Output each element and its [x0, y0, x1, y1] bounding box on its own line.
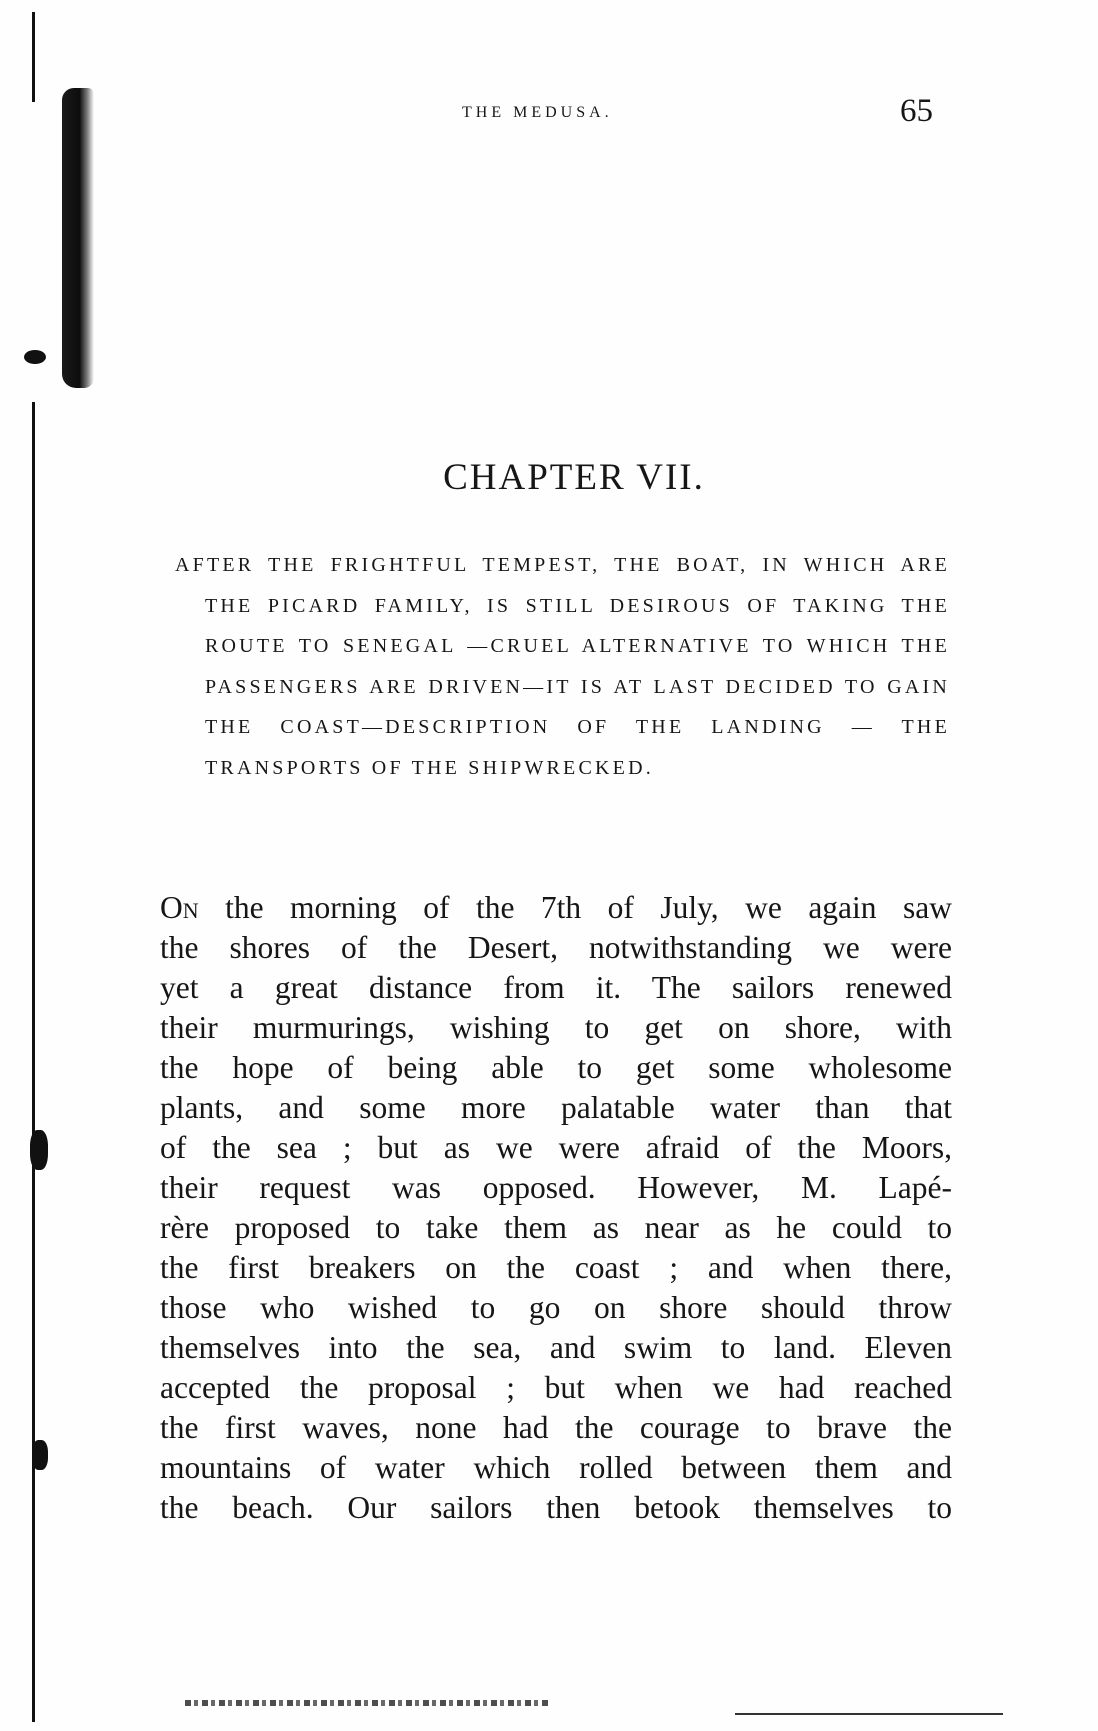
chapter-title: CHAPTER VII. [443, 457, 705, 498]
bottom-scan-rule [735, 1713, 1003, 1715]
body-line: their request was opposed. However, M. Lapé- [160, 1170, 952, 1205]
binding-edge-lower [32, 402, 35, 1722]
body-paragraph [160, 888, 952, 1528]
ink-blot [32, 1440, 48, 1470]
body-line: rère proposed to take them as near as he could to [160, 1210, 952, 1245]
body-line: the beach. Our sailors then betook themselves to [160, 1490, 952, 1525]
body-line: accepted the proposal ; but when we had reached [160, 1370, 952, 1405]
ink-blot [24, 350, 46, 364]
body-line [160, 888, 952, 928]
body-line-text: the morning of the 7th of July, we again saw [225, 890, 952, 925]
body-line: those who wished to go on shore should throw [160, 1290, 952, 1325]
ink-blot [30, 1130, 48, 1170]
binding-edge-upper [32, 12, 35, 102]
body-line: themselves into the sea, and swim to land. Eleven [160, 1330, 952, 1365]
body-line: the first waves, none had the courage to brave the [160, 1410, 952, 1445]
bottom-scan-smear [185, 1700, 550, 1706]
page-number: 65 [900, 93, 933, 129]
lead-word: On [160, 890, 199, 925]
body-line: the first breakers on the coast ; and when there, [160, 1250, 952, 1285]
body-line: their murmurings, wishing to get on shore, with [160, 1010, 952, 1045]
binding-shadow [62, 88, 94, 388]
body-line: the shores of the Desert, notwithstanding we were [160, 930, 952, 965]
body-line: mountains of water which rolled between them and [160, 1450, 952, 1485]
running-title: THE MEDUSA. [462, 104, 613, 121]
body-line: the hope of being able to get some wholesome [160, 1050, 952, 1085]
body-line: yet a great distance from it. The sailors renewed [160, 970, 952, 1005]
body-line: of the sea ; but as we were afraid of the Moors, [160, 1130, 952, 1165]
chapter-synopsis: AFTER THE FRIGHTFUL TEMPEST, THE BOAT, IN WHICH ARE THE PICARD FAMILY, IS STILL DESIROUS OF TAKING THE ROUTE TO SENEGAL —CRUEL ALTERNATIVE TO WHICH THE PASSENGERS ARE DRIVEN—IT IS AT LAST DECIDED TO GAIN THE COAST—DESCRIPTION OF THE LANDING — THE TRANSPORTS OF THE SHIPWRECKED. [175, 554, 950, 779]
body-line: plants, and some more palatable water than that [160, 1090, 952, 1125]
